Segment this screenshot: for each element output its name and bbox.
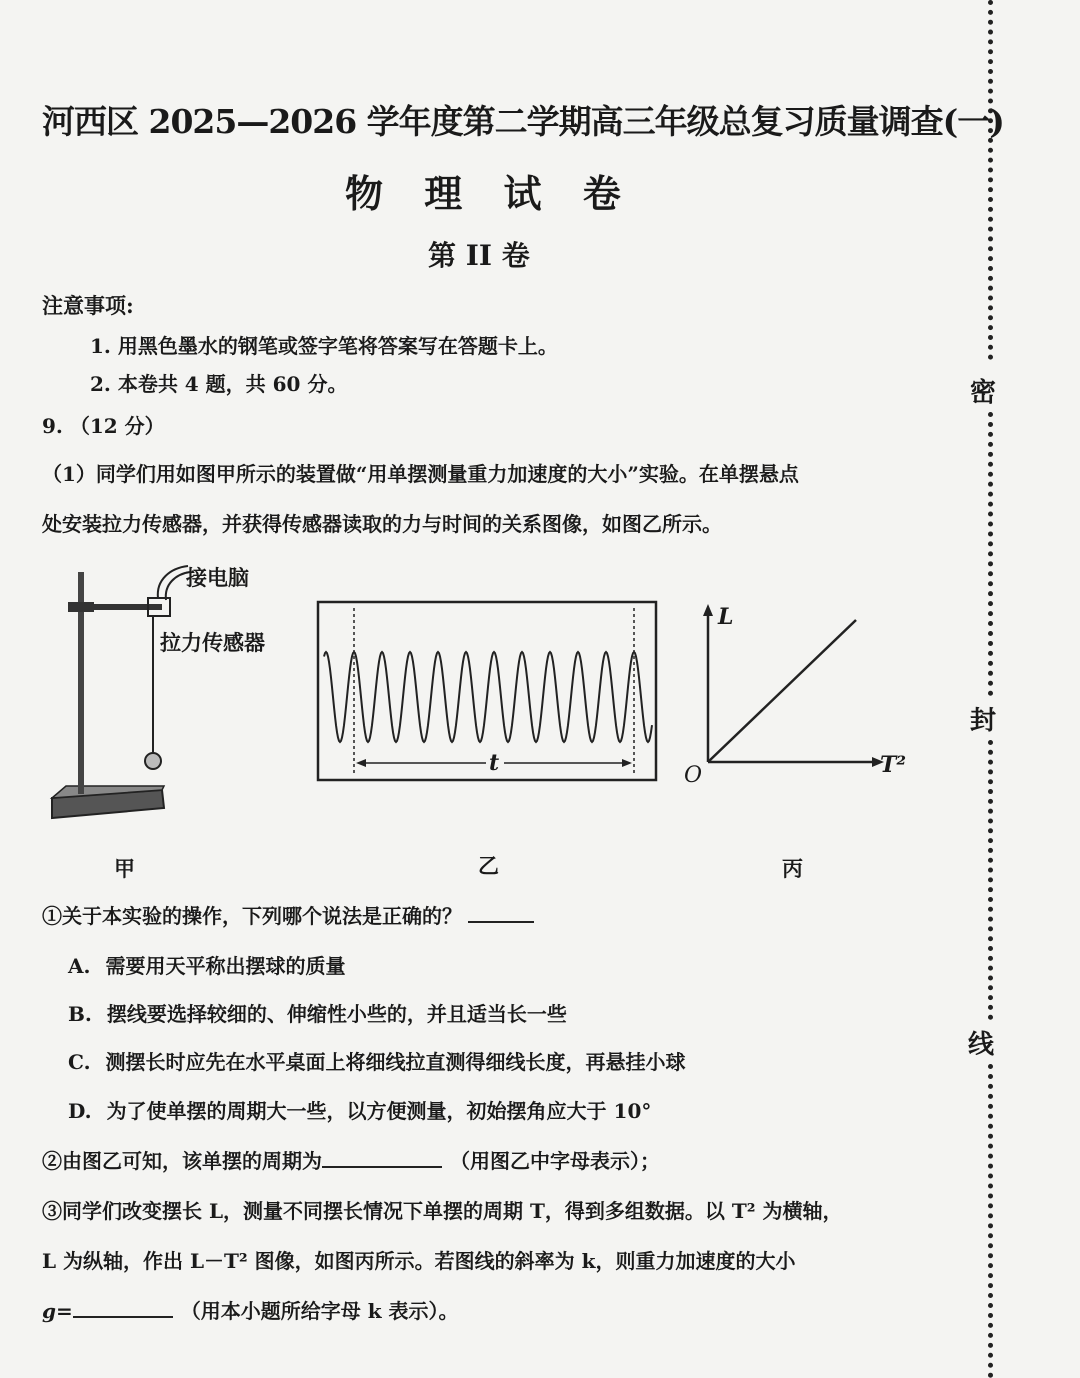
sensor-label: 拉力传感器 bbox=[160, 630, 265, 655]
option-key: B. bbox=[68, 1002, 92, 1026]
fit-line bbox=[708, 620, 856, 762]
option-key: A. bbox=[68, 954, 91, 978]
seal-char: 密 bbox=[970, 378, 997, 408]
question-number: 9. （12 分） bbox=[42, 414, 165, 438]
y-axis-label: L bbox=[718, 604, 734, 630]
force-waveform bbox=[324, 652, 652, 742]
figure-label-bing: 丙 bbox=[782, 856, 803, 881]
option-text: 摆线要选择较细的、伸缩性小些的，并且适当长一些 bbox=[106, 1002, 567, 1026]
figure-yi-force-time bbox=[316, 600, 660, 786]
question-intro-line1: （1）同学们用如图甲所示的装置做“用单摆测量重力加速度的大小”实验。在单摆悬点 bbox=[42, 462, 799, 486]
volume-title: 第 II 卷 bbox=[428, 239, 530, 272]
x-axis-label: T² bbox=[880, 752, 907, 778]
option-a bbox=[68, 950, 345, 979]
origin-label: O bbox=[684, 763, 703, 788]
notice-item: 1. 用黑色墨水的钢笔或签字笔将答案写在答题卡上。 bbox=[90, 334, 558, 358]
computer-label: 接电脑 bbox=[186, 565, 249, 590]
option-d bbox=[68, 1095, 651, 1124]
pendulum-bob bbox=[145, 753, 161, 769]
exam-title: 河西区 2025—2026 学年度第二学期高三年级总复习质量调查(一) bbox=[42, 102, 1004, 141]
subject-title: 物 理 试 卷 bbox=[345, 171, 635, 216]
q1-prompt: ①关于本实验的操作，下列哪个说法是正确的？ bbox=[42, 904, 462, 928]
figure-label-jia: 甲 bbox=[114, 856, 135, 881]
option-text: 为了使单摆的周期大一些，以方便测量，初始摆角应大于 10° bbox=[106, 1099, 652, 1123]
q2-prefix: ②由图乙可知，该单摆的周期为 bbox=[42, 1149, 322, 1173]
q3-answer-blank[interactable] bbox=[73, 1315, 173, 1318]
notice-item: 2. 本卷共 4 题，共 60 分。 bbox=[90, 372, 348, 396]
clamp-arm bbox=[94, 604, 162, 610]
clamp-block bbox=[68, 602, 94, 612]
notice-heading: 注意事项: bbox=[42, 293, 134, 318]
figure-bing-L-T2 bbox=[680, 600, 910, 790]
q2-suffix: （用图乙中字母表示）； bbox=[450, 1149, 660, 1173]
q3-prefix: g= bbox=[42, 1299, 73, 1323]
figure-label-yi: 乙 bbox=[478, 853, 499, 878]
q2-line bbox=[42, 1145, 660, 1174]
seal-char: 线 bbox=[968, 1030, 995, 1060]
option-b bbox=[68, 998, 567, 1027]
interval-label: t bbox=[489, 750, 500, 776]
figure-jia-apparatus bbox=[40, 560, 300, 840]
q3-line2: L 为纵轴，作出 L－T² 图像，如图丙所示。若图线的斜率为 k，则重力加速度的大小 bbox=[42, 1249, 796, 1273]
computer-cable bbox=[158, 566, 188, 598]
option-key: D. bbox=[68, 1099, 92, 1123]
q1-answer-blank[interactable] bbox=[468, 920, 534, 923]
option-text: 需要用天平称出摆球的质量 bbox=[105, 954, 346, 978]
seal-dotted-line bbox=[988, 0, 993, 360]
option-text: 测摆长时应先在水平桌面上将细线拉直测得细线长度，再悬挂小球 bbox=[105, 1050, 686, 1074]
option-key: C. bbox=[68, 1050, 91, 1074]
q3-suffix: （用本小题所给字母 k 表示）。 bbox=[180, 1299, 459, 1323]
seal-char: 封 bbox=[970, 706, 997, 736]
seal-dotted-line bbox=[988, 412, 993, 696]
seal-dotted-line bbox=[988, 740, 993, 1020]
seal-dotted-line bbox=[988, 1064, 993, 1378]
q3-line3 bbox=[42, 1295, 459, 1324]
question-intro-line2: 处安装拉力传感器，并获得传感器读取的力与时间的关系图像，如图乙所示。 bbox=[42, 512, 722, 536]
q1-line bbox=[42, 900, 534, 929]
option-c bbox=[68, 1046, 686, 1075]
q3-line1: ③同学们改变摆长 L，测量不同摆长情况下单摆的周期 T，得到多组数据。以 T² 为横轴， bbox=[42, 1199, 843, 1223]
q2-answer-blank[interactable] bbox=[322, 1165, 442, 1168]
